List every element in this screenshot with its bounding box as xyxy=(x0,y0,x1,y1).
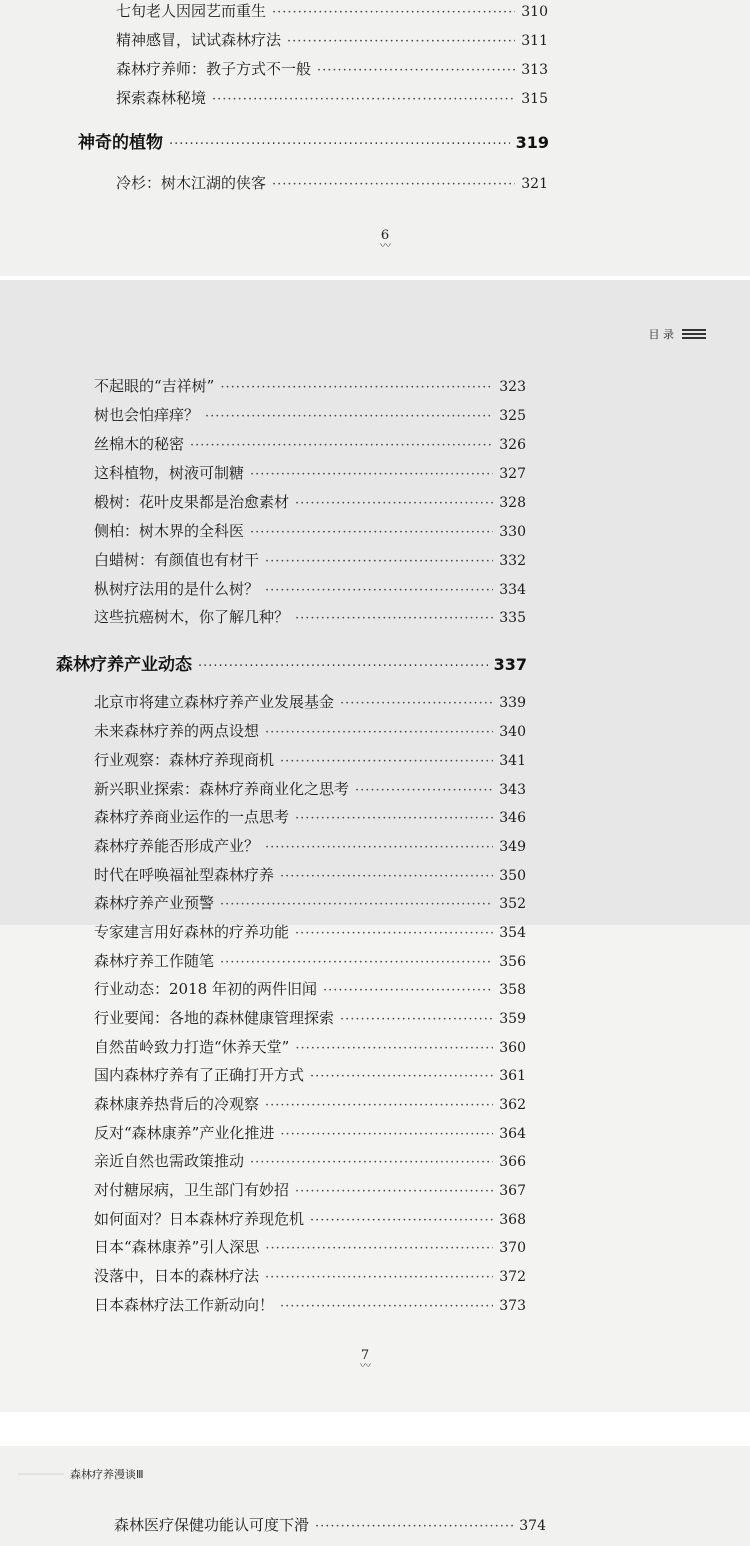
header-bar-icon xyxy=(18,1473,64,1475)
toc-entry-page: 373 xyxy=(499,1298,526,1314)
toc-entry[interactable] xyxy=(94,1007,526,1028)
dot-leader xyxy=(265,1270,493,1285)
dot-leader xyxy=(295,496,493,511)
toc-entry-title: 如何面对？日本森林疗养现危机 xyxy=(94,1210,305,1228)
toc-entry[interactable] xyxy=(94,1122,526,1143)
running-header xyxy=(649,326,707,342)
dot-leader xyxy=(198,659,488,674)
toc-entry[interactable] xyxy=(94,578,526,599)
toc-entry[interactable] xyxy=(94,1036,526,1057)
page-number xyxy=(360,228,410,252)
toc-entry-title: 未来森林疗养的两点设想 xyxy=(94,722,260,740)
dot-leader xyxy=(295,1184,493,1199)
toc-entry-page: 359 xyxy=(499,1011,526,1027)
toc-entry-page: 330 xyxy=(499,524,526,540)
toc-entry-page: 335 xyxy=(499,610,526,626)
toc-entry-title: 反对“森林康养”产业化推进 xyxy=(94,1124,275,1142)
toc-entry-title: 白蜡树：有颜值也有材干 xyxy=(94,551,260,569)
toc-entry-title: 日本“森林康养”引人深思 xyxy=(94,1238,260,1256)
toc-entry[interactable] xyxy=(94,720,526,741)
toc-entry-page: 327 xyxy=(499,466,526,482)
toc-entry-title: 探索森林秘境 xyxy=(116,89,207,107)
toc-entry-title: 森林医疗保健功能认可度下滑 xyxy=(114,1516,310,1534)
toc-entry-title: 专家建言用好森林的疗养功能 xyxy=(94,923,290,941)
toc-entry-page: 310 xyxy=(521,4,548,20)
toc-entry[interactable] xyxy=(94,691,526,712)
toc-section[interactable] xyxy=(56,650,527,675)
toc-entry-title: 国内森林疗养有了正确打开方式 xyxy=(94,1066,305,1084)
toc-entry[interactable] xyxy=(94,892,526,913)
dot-leader xyxy=(323,983,493,998)
dot-leader xyxy=(295,1041,493,1056)
toc-entry-page: 343 xyxy=(499,782,526,798)
toc-section-title: 森林疗养产业动态 xyxy=(56,655,192,675)
toc-entry[interactable] xyxy=(94,835,526,856)
dot-leader xyxy=(340,696,493,711)
dot-leader xyxy=(315,1519,513,1534)
toc-entry-page: 374 xyxy=(519,1518,546,1534)
dot-leader xyxy=(355,783,493,798)
toc-entry-title: 行业要闻：各地的森林健康管理探索 xyxy=(94,1009,335,1027)
toc-entry-page: 326 xyxy=(499,437,526,453)
dot-leader xyxy=(169,137,510,152)
toc-entry-page: 311 xyxy=(521,33,548,49)
toc-entry-page: 361 xyxy=(499,1068,526,1084)
toc-entry-title: 行业动态：2018 年初的两件旧闻 xyxy=(94,980,317,998)
toc-entry-title: 森林疗养师：教子方式不一般 xyxy=(116,60,312,78)
dot-leader xyxy=(310,1069,493,1084)
dot-leader xyxy=(220,897,493,912)
toc-entry-title: 日本森林疗法工作新动向！ xyxy=(94,1296,275,1314)
toc-entry[interactable] xyxy=(94,864,526,885)
toc-entry-page: 313 xyxy=(521,62,548,78)
toc-entry-title: 丝棉木的秘密 xyxy=(94,435,185,453)
toc-entry-title: 精神感冒，试试森林疗法 xyxy=(116,31,282,49)
toc-entry-page: 372 xyxy=(499,1269,526,1285)
toc-entry[interactable] xyxy=(94,433,526,454)
dot-leader xyxy=(340,1012,493,1027)
toc-entry-title: 冷杉：树木江湖的侠客 xyxy=(116,174,267,192)
toc-entry-page: 368 xyxy=(499,1212,526,1228)
toc-entry[interactable] xyxy=(94,404,526,425)
toc-entry-page: 321 xyxy=(521,176,548,192)
toc-entry[interactable] xyxy=(94,1236,526,1257)
toc-entry-page: 332 xyxy=(499,553,526,569)
toc-entry[interactable] xyxy=(116,58,548,79)
toc-entry-title: 这些抗癌树木，你了解几种？ xyxy=(94,608,290,626)
dot-leader xyxy=(220,380,493,395)
dot-leader xyxy=(295,611,493,626)
dot-leader xyxy=(280,869,493,884)
running-header-text: 森林疗养漫谈Ⅲ xyxy=(70,1468,144,1481)
running-header xyxy=(18,1466,144,1482)
toc-entry-page: 323 xyxy=(499,379,526,395)
toc-entry[interactable] xyxy=(94,606,526,627)
dot-leader xyxy=(295,926,493,941)
dot-leader xyxy=(265,554,493,569)
toc-entry-page: 370 xyxy=(499,1240,526,1256)
toc-entry[interactable] xyxy=(94,806,526,827)
toc-entry-title: 森林疗养商业运作的一点思考 xyxy=(94,808,290,826)
toc-page-6 xyxy=(0,0,750,276)
running-header-text: 目 录 xyxy=(648,328,674,341)
dot-leader xyxy=(272,5,515,20)
dot-leader xyxy=(265,725,493,740)
dot-leader xyxy=(272,177,515,192)
toc-entry[interactable] xyxy=(94,1179,526,1200)
toc-entry[interactable] xyxy=(94,1150,526,1171)
toc-entry[interactable] xyxy=(94,462,526,483)
toc-entry[interactable] xyxy=(94,1208,526,1229)
toc-entry[interactable] xyxy=(94,950,526,971)
toc-entry[interactable] xyxy=(116,87,548,108)
header-bars-icon xyxy=(682,327,706,341)
toc-entry-page: 339 xyxy=(499,695,526,711)
toc-entry-page: 346 xyxy=(499,810,526,826)
toc-entry-title: 对付糖尿病，卫生部门有妙招 xyxy=(94,1181,290,1199)
dot-leader xyxy=(190,438,493,453)
toc-entry-page: 367 xyxy=(499,1183,526,1199)
toc-entry-page: 366 xyxy=(499,1154,526,1170)
toc-entry-title: 森林康养热背后的冷观察 xyxy=(94,1095,260,1113)
toc-section-page: 319 xyxy=(515,133,549,152)
dot-leader xyxy=(265,1241,493,1256)
toc-entry[interactable] xyxy=(94,921,526,942)
dot-leader xyxy=(265,840,493,855)
dot-leader xyxy=(280,1299,493,1314)
page-number-text: 6 xyxy=(380,228,390,243)
dot-leader xyxy=(310,1213,493,1228)
toc-entry-page: 350 xyxy=(499,868,526,884)
dot-leader xyxy=(265,583,493,598)
dot-leader xyxy=(220,955,493,970)
toc-entry[interactable] xyxy=(94,520,526,541)
toc-entry[interactable] xyxy=(94,375,526,396)
toc-entry[interactable] xyxy=(94,491,526,512)
toc-entry-title: 不起眼的“吉祥树” xyxy=(94,377,215,395)
toc-entry-page: 349 xyxy=(499,839,526,855)
toc-entry-title: 北京市将建立森林疗养产业发展基金 xyxy=(94,693,335,711)
dot-leader xyxy=(280,1127,493,1142)
dot-leader xyxy=(250,467,493,482)
toc-entry-title: 侧柏：树木界的全科医 xyxy=(94,522,245,540)
toc-entry-title: 自然苗岭致力打造“休养天堂” xyxy=(94,1038,290,1056)
toc-entry-title: 椴树：花叶皮果都是治愈素材 xyxy=(94,493,290,511)
dot-leader xyxy=(287,34,515,49)
dot-leader xyxy=(295,811,493,826)
dot-leader xyxy=(265,1098,493,1113)
toc-section-page: 337 xyxy=(493,655,527,674)
toc-entry-title: 行业观察：森林疗养现商机 xyxy=(94,751,275,769)
dot-leader xyxy=(317,63,515,78)
toc-entry[interactable] xyxy=(114,1514,546,1535)
toc-entry-page: 362 xyxy=(499,1097,526,1113)
toc-entry-page: 358 xyxy=(499,982,526,998)
dot-leader xyxy=(205,409,493,424)
toc-entry[interactable] xyxy=(94,778,526,799)
toc-entry[interactable] xyxy=(116,29,548,50)
toc-entry-page: 334 xyxy=(499,582,526,598)
toc-entry[interactable] xyxy=(116,172,548,193)
toc-entry-page: 328 xyxy=(499,495,526,511)
dot-leader xyxy=(250,525,493,540)
page-number xyxy=(340,1348,390,1372)
toc-entry-page: 340 xyxy=(499,724,526,740)
toc-entry-page: 325 xyxy=(499,408,526,424)
toc-entry-title: 枞树疗法用的是什么树？ xyxy=(94,580,260,598)
page-gap xyxy=(0,1412,750,1446)
toc-entry[interactable] xyxy=(94,749,526,770)
page-number-text: 7 xyxy=(360,1348,370,1363)
toc-section[interactable] xyxy=(78,128,549,153)
toc-entry-page: 364 xyxy=(499,1126,526,1142)
toc-entry-title: 这科植物，树液可制糖 xyxy=(94,464,245,482)
wave-ornament-icon: 〰 xyxy=(360,1359,370,1372)
toc-entry-page: 352 xyxy=(499,896,526,912)
toc-section-title: 神奇的植物 xyxy=(78,133,163,153)
wave-ornament-icon: 〰 xyxy=(380,239,390,252)
toc-entry-title: 森林疗养能否形成产业？ xyxy=(94,837,260,855)
toc-entry-title: 森林疗养工作随笔 xyxy=(94,952,215,970)
dot-leader xyxy=(212,92,515,107)
toc-entry-page: 341 xyxy=(499,753,526,769)
toc-entry-page: 354 xyxy=(499,925,526,941)
toc-entry-title: 森林疗养产业预警 xyxy=(94,894,215,912)
toc-entry-page: 360 xyxy=(499,1040,526,1056)
toc-entry[interactable] xyxy=(116,0,548,21)
toc-entry[interactable] xyxy=(94,978,526,999)
toc-entry[interactable] xyxy=(94,549,526,570)
toc-entry-title: 树也会怕痒痒？ xyxy=(94,406,200,424)
toc-entry[interactable] xyxy=(94,1093,526,1114)
toc-entry-title: 没落中，日本的森林疗法 xyxy=(94,1267,260,1285)
toc-entry[interactable] xyxy=(94,1265,526,1286)
dot-leader xyxy=(280,754,493,769)
dot-leader xyxy=(250,1155,493,1170)
toc-entry-title: 亲近自然也需政策推动 xyxy=(94,1152,245,1170)
toc-entry-page: 356 xyxy=(499,954,526,970)
toc-entry-title: 新兴职业探索：森林疗养商业化之思考 xyxy=(94,780,350,798)
toc-entry-title: 七旬老人因园艺而重生 xyxy=(116,2,267,20)
toc-entry[interactable] xyxy=(94,1294,526,1315)
toc-entry-page: 315 xyxy=(521,91,548,107)
toc-entry[interactable] xyxy=(94,1064,526,1085)
toc-entry-title: 时代在呼唤福祉型森林疗养 xyxy=(94,866,275,884)
